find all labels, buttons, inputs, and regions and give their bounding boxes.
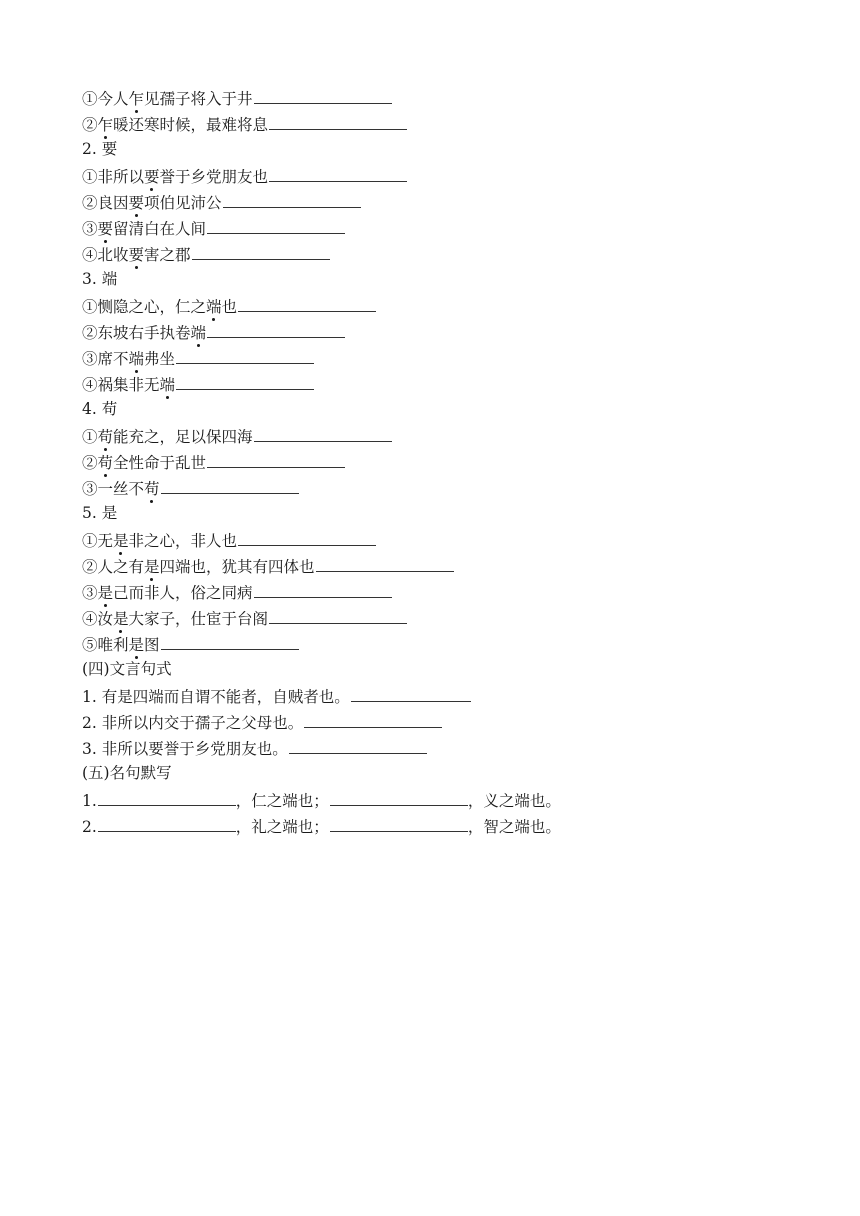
sentence-item [82, 708, 782, 734]
exercise-item [82, 240, 782, 266]
exercise-item [82, 448, 782, 474]
emphasized-character: 乍 [97, 116, 114, 134]
emphasized-character: 苟 [97, 428, 114, 446]
exercise-item [82, 578, 782, 604]
item-text-before: ①非所以 [82, 168, 145, 186]
answer-blank[interactable] [316, 552, 454, 572]
item-text-before: ③席不 [82, 350, 129, 368]
exercise-item [82, 188, 782, 214]
item-text-before: ①今人 [82, 90, 129, 108]
exercise-item [82, 474, 782, 500]
exercise-item [82, 318, 782, 344]
emphasized-character: 端 [190, 324, 207, 342]
item-text-after: 留清白在人间 [113, 220, 207, 238]
item-text-before: ①恻隐之心，仁之 [82, 298, 207, 316]
emphasized-character: 端 [159, 376, 176, 394]
exercise-item [82, 344, 782, 370]
emphasized-character: 要 [144, 168, 160, 186]
answer-blank[interactable] [330, 812, 468, 832]
answer-blank[interactable] [207, 318, 345, 338]
sentence-text: 1. 有是四端而自谓不能者，自贼者也。 [82, 688, 350, 706]
phrase-middle: ，礼之端也； [235, 818, 329, 836]
answer-blank[interactable] [176, 370, 314, 390]
item-text-after: 己而非人，俗之同病 [113, 584, 253, 602]
item-text-before: ⑤唯利 [82, 636, 129, 654]
emphasized-character: 是 [128, 636, 145, 654]
answer-blank[interactable] [223, 188, 361, 208]
emphasized-character: 乍 [128, 90, 145, 108]
answer-blank[interactable] [269, 604, 407, 624]
answer-blank[interactable] [238, 526, 376, 546]
item-text-before: ③ [82, 220, 98, 238]
answer-blank[interactable] [192, 240, 330, 260]
item-text-after: 图 [144, 636, 160, 654]
item-text-after: 誉于乡党朋友也 [159, 168, 269, 186]
item-text-before: ②人之有 [82, 558, 145, 576]
item-text-before: ④祸集非无 [82, 376, 160, 394]
item-text-before: ④汝 [82, 610, 114, 628]
phrase-end: ，义之端也。 [467, 792, 561, 810]
phrase-end: ，智之端也。 [467, 818, 561, 836]
exercise-item [82, 422, 782, 448]
item-text-after: 能充之，足以保四海 [113, 428, 253, 446]
emphasized-character: 端 [206, 298, 222, 316]
section-heading: (四)文言句式 [82, 660, 172, 678]
answer-blank[interactable] [207, 448, 345, 468]
section-heading: 3. 端 [82, 270, 118, 288]
item-text-before: ② [82, 454, 98, 472]
item-text-after: 全性命于乱世 [113, 454, 207, 472]
emphasized-character: 要 [128, 194, 145, 212]
emphasized-character: 是 [144, 558, 160, 576]
item-text-before: ② [82, 116, 98, 134]
exercise-item [82, 526, 782, 552]
item-number: 1. [82, 792, 97, 810]
sentence-item [82, 734, 782, 760]
item-text-after: 也 [221, 298, 238, 316]
item-text-before: ④北收 [82, 246, 129, 264]
answer-blank[interactable] [330, 786, 468, 806]
exercise-item [82, 162, 782, 188]
emphasized-character: 苟 [97, 454, 114, 472]
answer-blank[interactable] [98, 812, 236, 832]
answer-blank[interactable] [269, 110, 407, 130]
exercise-item [82, 292, 782, 318]
item-text-before: ③ [82, 584, 98, 602]
answer-blank[interactable] [254, 578, 392, 598]
sentence-text: 2. 非所以内交于孺子之父母也。 [82, 714, 304, 732]
exercise-item [82, 110, 782, 136]
emphasized-character: 苟 [144, 480, 160, 498]
item-text-after: 见孺子将入于井 [144, 90, 253, 108]
item-text-before: ②良因 [82, 194, 129, 212]
emphasized-character: 是 [113, 532, 129, 550]
recitation-item [82, 786, 782, 812]
answer-blank[interactable] [161, 630, 299, 650]
item-text-after: 大家子，仕宦于台阁 [128, 610, 269, 628]
answer-blank[interactable] [254, 422, 392, 442]
sentence-item [82, 682, 782, 708]
answer-blank[interactable] [304, 708, 442, 728]
exercise-item [82, 604, 782, 630]
section-heading: 5. 是 [82, 504, 118, 522]
item-text-after: 四端也，犹其有四体也 [159, 558, 315, 576]
item-text-after: 害之郡 [144, 246, 191, 264]
section-heading: 4. 苟 [82, 400, 118, 418]
answer-blank[interactable] [98, 786, 236, 806]
item-text-after: 非之心，非人也 [128, 532, 238, 550]
emphasized-character: 要 [128, 246, 145, 264]
item-number: 2. [82, 818, 97, 836]
item-text-after: 暖还寒时候，最难将息 [113, 116, 269, 134]
exercise-item [82, 552, 782, 578]
section-heading: 2. 要 [82, 140, 118, 158]
recitation-item [82, 812, 782, 838]
answer-blank[interactable] [351, 682, 471, 702]
section-heading: (五)名句默写 [82, 764, 172, 782]
exercise-item [82, 370, 782, 396]
item-text-after: 弗坐 [144, 350, 176, 368]
exercise-item [82, 214, 782, 240]
emphasized-character: 端 [128, 350, 145, 368]
item-text-before: ③一丝不 [82, 480, 145, 498]
answer-blank[interactable] [207, 214, 345, 234]
phrase-middle: ，仁之端也； [235, 792, 329, 810]
item-text-before: ②东坡右手执卷 [82, 324, 191, 342]
sentence-text: 3. 非所以要誉于乡党朋友也。 [82, 740, 288, 758]
answer-blank[interactable] [176, 344, 314, 364]
answer-blank[interactable] [161, 474, 299, 494]
answer-blank[interactable] [269, 162, 407, 182]
emphasized-character: 要 [97, 220, 114, 238]
exercise-item [82, 84, 782, 110]
item-text-before: ① [82, 428, 98, 446]
emphasized-character: 是 [97, 584, 114, 602]
item-text-before: ①无 [82, 532, 114, 550]
worksheet [82, 84, 782, 838]
answer-blank[interactable] [289, 734, 427, 754]
answer-blank[interactable] [254, 84, 392, 104]
emphasized-character: 是 [113, 610, 129, 628]
exercise-item [82, 630, 782, 656]
item-text-after: 项伯见沛公 [144, 194, 222, 212]
answer-blank[interactable] [238, 292, 376, 312]
